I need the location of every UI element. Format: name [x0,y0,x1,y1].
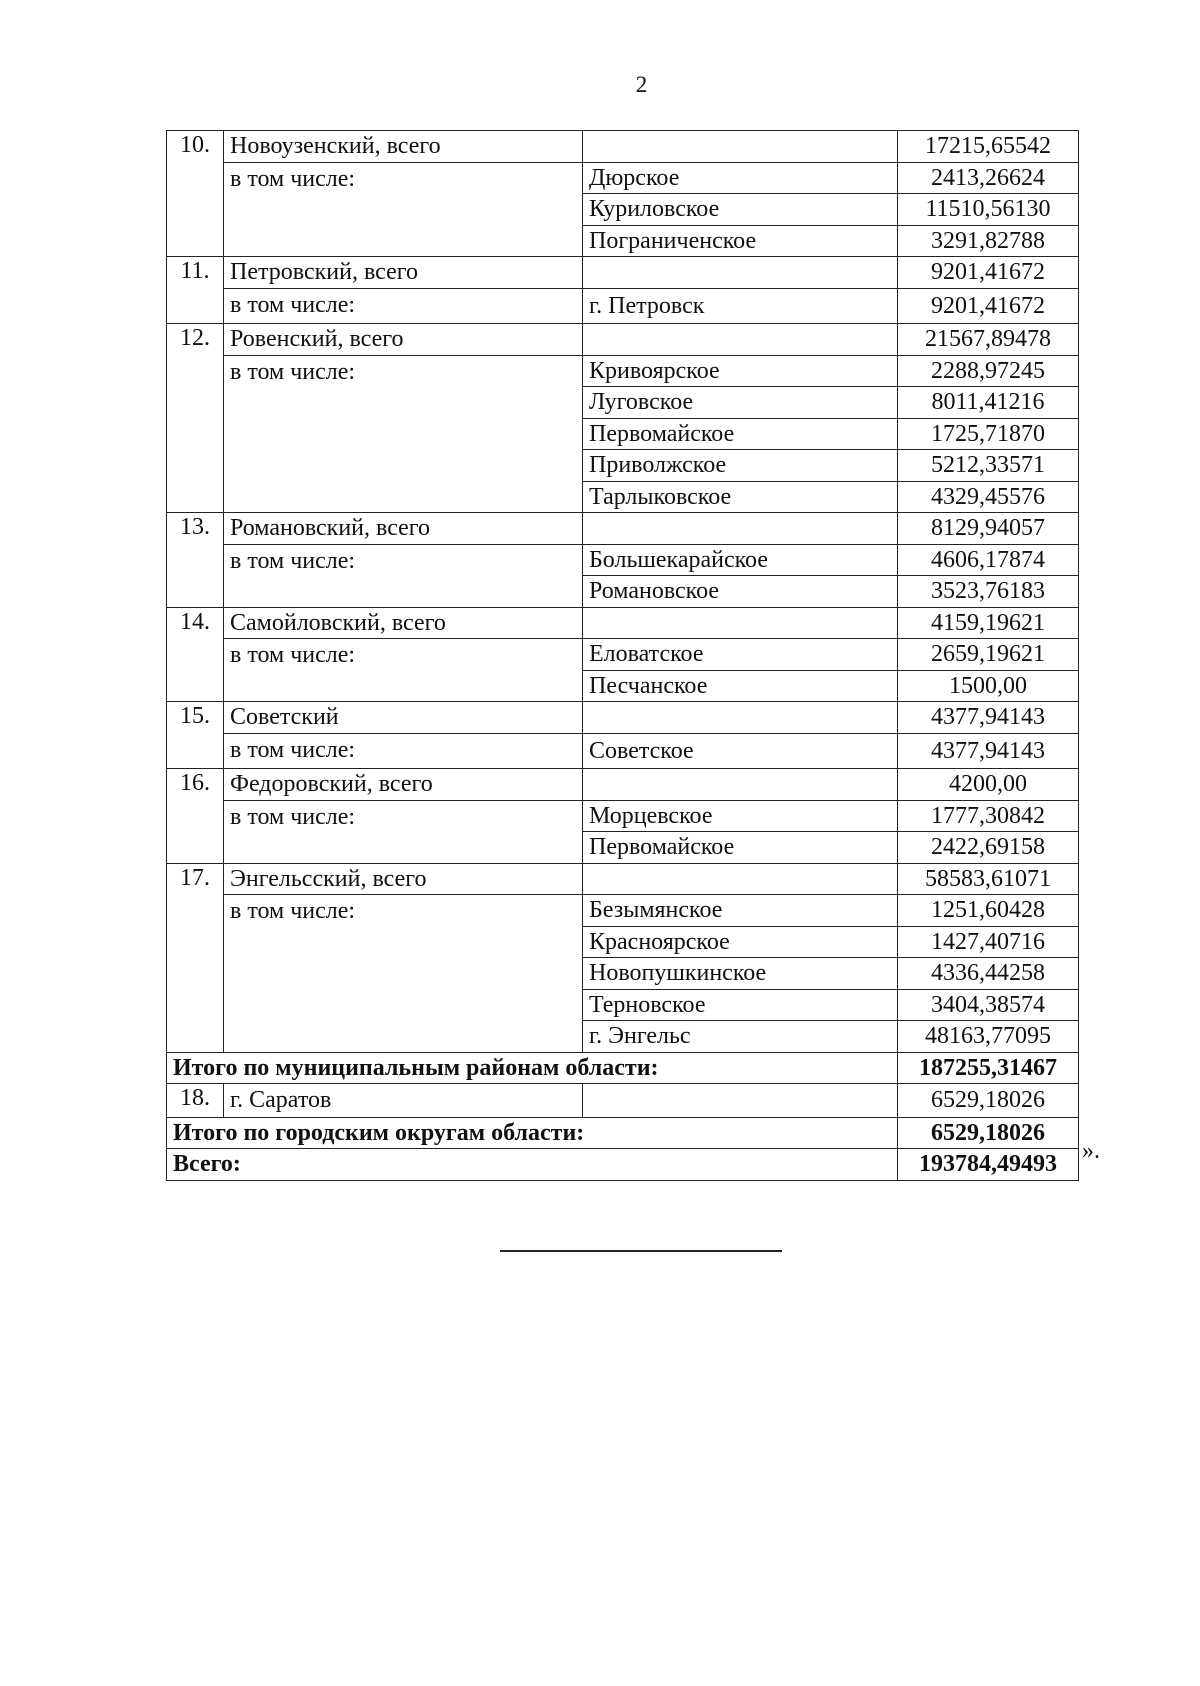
settlement-name: Безымянское [583,895,898,927]
settlement-value: 4606,17874 [898,544,1079,576]
settlement-value: 9201,41672 [898,288,1079,324]
settlement-name: Куриловское [583,194,898,226]
including-label: в том числе: [224,288,583,324]
settlement-name: Советское [583,733,898,769]
settlement-row [167,544,1079,576]
settlement-name: Еловатское [583,639,898,671]
grand-total-value: 193784,49493 [898,1149,1079,1181]
settlement-name: Пограниченское [583,225,898,257]
district-row [167,131,1079,163]
district-total: 58583,61071 [898,863,1079,895]
settlement-value: 2659,19621 [898,639,1079,671]
district-empty-cell [583,607,898,639]
district-number: 14. [167,607,224,702]
district-total: 17215,65542 [898,131,1079,163]
district-number: 10. [167,131,224,257]
district-total: 9201,41672 [898,257,1079,289]
district-empty-cell [583,324,898,356]
district-empty-cell [583,257,898,289]
city-row [167,1084,1079,1118]
district-name: Советский [224,702,583,734]
district-name: Петровский, всего [224,257,583,289]
settlement-name: Кривоярское [583,355,898,387]
grand-total-row [167,1149,1079,1181]
settlement-name: Большекарайское [583,544,898,576]
district-total: 4377,94143 [898,702,1079,734]
including-label: в том числе: [224,895,583,1053]
allocation-table-body [167,131,1079,1181]
settlement-name: Луговское [583,387,898,419]
district-empty-cell [583,702,898,734]
allocation-table [166,130,1079,1181]
district-row [167,863,1079,895]
including-label: в том числе: [224,639,583,702]
district-total: 8129,94057 [898,513,1079,545]
district-empty-cell [583,131,898,163]
settlement-value: 3523,76183 [898,576,1079,608]
settlement-name: Морцевское [583,800,898,832]
settlement-name: Приволжское [583,450,898,482]
including-label: в том числе: [224,162,583,257]
including-label: в том числе: [224,544,583,607]
city-name: г. Саратов [224,1084,583,1118]
including-label: в том числе: [224,733,583,769]
district-row [167,513,1079,545]
district-name: Энгельсский, всего [224,863,583,895]
district-total: 4159,19621 [898,607,1079,639]
settlement-name: г. Петровск [583,288,898,324]
settlement-name: Песчанское [583,670,898,702]
city-number: 18. [167,1084,224,1118]
district-number: 12. [167,324,224,513]
city-total-label: Итого по городским округам области: [167,1117,898,1149]
settlement-row [167,733,1079,769]
settlement-value: 48163,77095 [898,1021,1079,1053]
settlement-value: 1251,60428 [898,895,1079,927]
district-name: Федоровский, всего [224,769,583,801]
district-empty-cell [583,863,898,895]
settlement-value: 1725,71870 [898,418,1079,450]
district-row [167,607,1079,639]
settlement-name: Дюрское [583,162,898,194]
settlement-value: 3291,82788 [898,225,1079,257]
settlement-name: Новопушкинское [583,958,898,990]
settlement-value: 2422,69158 [898,832,1079,864]
settlement-value: 1500,00 [898,670,1079,702]
settlement-name: Первомайское [583,418,898,450]
settlement-value: 8011,41216 [898,387,1079,419]
settlement-row [167,895,1079,927]
including-label: в том числе: [224,800,583,863]
district-number: 17. [167,863,224,1052]
grand-total-label: Всего: [167,1149,898,1181]
closing-quote: ». [1082,1138,1100,1164]
city-total-row [167,1117,1079,1149]
settlement-row [167,800,1079,832]
city-empty-cell [583,1084,898,1118]
end-rule [500,1250,782,1252]
district-name: Ровенский, всего [224,324,583,356]
settlement-value: 1777,30842 [898,800,1079,832]
district-empty-cell [583,769,898,801]
settlement-value: 11510,56130 [898,194,1079,226]
district-number: 13. [167,513,224,608]
district-name: Новоузенский, всего [224,131,583,163]
settlement-row [167,162,1079,194]
district-empty-cell [583,513,898,545]
municipal-total-label: Итого по муниципальным районам области: [167,1052,898,1084]
page-number: 2 [635,72,648,97]
district-number: 15. [167,702,224,769]
settlement-name: Романовское [583,576,898,608]
district-row [167,702,1079,734]
settlement-value: 4377,94143 [898,733,1079,769]
settlement-value: 2288,97245 [898,355,1079,387]
city-total-value: 6529,18026 [898,1117,1079,1149]
settlement-value: 4336,44258 [898,958,1079,990]
municipal-total-value: 187255,31467 [898,1052,1079,1084]
settlement-name: Терновское [583,989,898,1021]
settlement-name: Первомайское [583,832,898,864]
district-row [167,324,1079,356]
municipal-total-row [167,1052,1079,1084]
settlement-value: 3404,38574 [898,989,1079,1021]
district-total: 21567,89478 [898,324,1079,356]
district-name: Самойловский, всего [224,607,583,639]
district-name: Романовский, всего [224,513,583,545]
city-value: 6529,18026 [898,1084,1079,1118]
settlement-name: Красноярское [583,926,898,958]
settlement-value: 1427,40716 [898,926,1079,958]
district-total: 4200,00 [898,769,1079,801]
including-label: в том числе: [224,355,583,513]
settlement-name: г. Энгельс [583,1021,898,1053]
settlement-value: 2413,26624 [898,162,1079,194]
district-row [167,769,1079,801]
settlement-row [167,355,1079,387]
settlement-row [167,639,1079,671]
settlement-value: 5212,33571 [898,450,1079,482]
district-number: 11. [167,257,224,324]
settlement-value: 4329,45576 [898,481,1079,513]
settlement-name: Тарлыковское [583,481,898,513]
district-number: 16. [167,769,224,864]
settlement-row [167,288,1079,324]
district-row [167,257,1079,289]
